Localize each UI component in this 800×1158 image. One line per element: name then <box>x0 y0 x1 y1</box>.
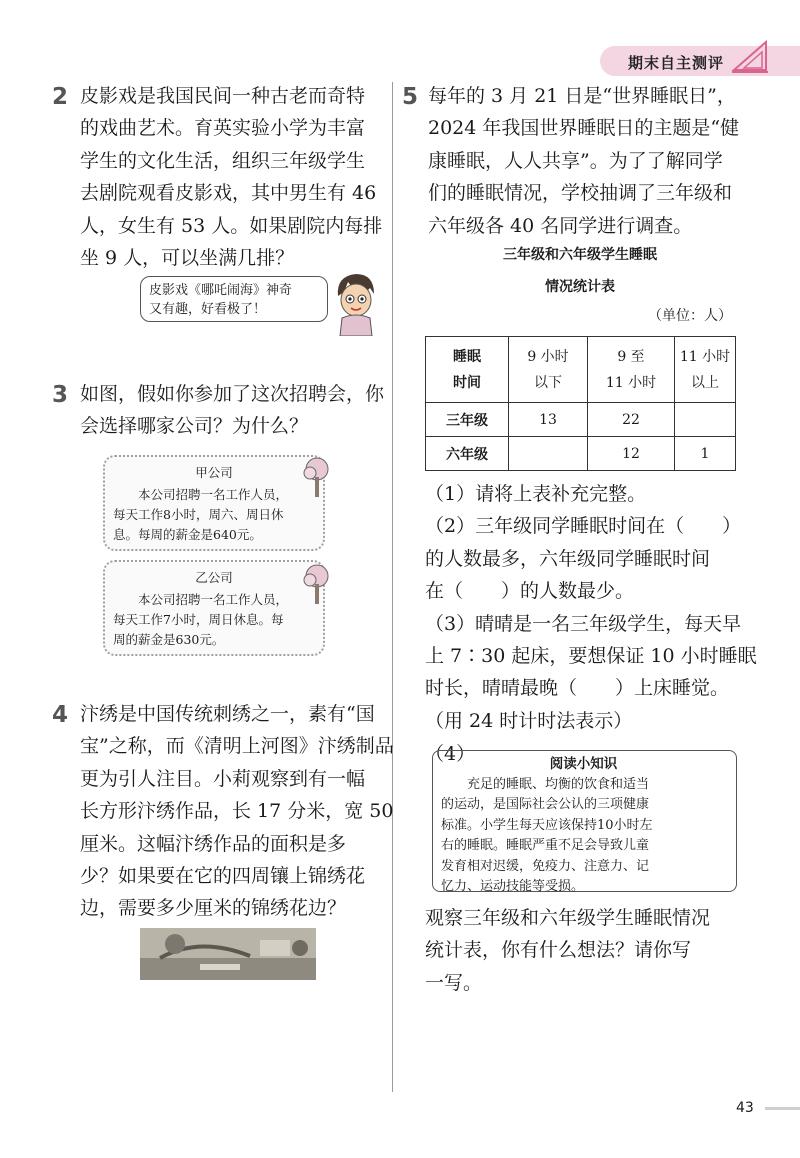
header-text: 睡眠 <box>453 348 481 365</box>
company-b-notice <box>103 560 325 656</box>
table-header-cell <box>509 337 588 403</box>
reading-knowledge-box <box>432 750 737 892</box>
company-a-notice <box>103 455 325 551</box>
question-5-number: 5 <box>402 84 419 110</box>
text-line: 每年的 3 月 21 日是“世界睡眠日”， <box>428 85 736 107</box>
text-line: 更为引人注目。小莉观察到有一幅 <box>80 767 366 790</box>
knowledge-line: 标准。小学生每天应该保持10小时左 <box>441 817 653 833</box>
text-line: （1）请将上表补充完整。 <box>425 483 647 505</box>
table-cell <box>509 437 588 471</box>
company-a-title: 甲公司 <box>195 465 233 480</box>
question-2-number: 2 <box>52 84 69 110</box>
table-title: 情况统计表 <box>545 279 615 295</box>
text-line: 在（ ）的人数最少。 <box>425 580 635 603</box>
header-text: 时间 <box>453 374 481 391</box>
speech-bubble <box>140 276 328 322</box>
text-line: 观察三年级和六年级学生睡眠情况 <box>425 907 711 929</box>
table-cell: 1 <box>675 437 736 471</box>
table-cell: 22 <box>588 403 675 437</box>
page-number: 43 <box>736 1100 754 1116</box>
question-2-text <box>80 80 382 274</box>
header-text: 11 小时 <box>679 348 731 365</box>
text-line: 长方形汴绣作品，长 17 分米，宽 50 <box>80 800 394 823</box>
text-line: 时长，晴晴最晚（ ）上床睡觉。 <box>425 677 730 700</box>
table-header-cell <box>426 337 509 403</box>
triangle-ruler-icon <box>730 40 770 74</box>
text-line: （用 24 时计时法表示） <box>425 709 633 732</box>
question-3-number: 3 <box>52 382 69 408</box>
company-b-title: 乙公司 <box>195 570 233 585</box>
header-text: 11 小时 <box>605 374 657 391</box>
text-line: 的人数最多，六年级同学睡眠时间 <box>425 547 711 570</box>
question-4-number: 4 <box>52 702 69 728</box>
knowledge-line: 发育相对迟缓，免疫力、注意力、记 <box>441 858 650 874</box>
page-number-bar <box>765 1107 800 1110</box>
text-line: 一写。 <box>425 971 483 994</box>
text-line: 少？如果要在它的四周镶上锦绣花 <box>80 864 366 887</box>
row-label: 三年级 <box>426 403 509 437</box>
table-row <box>426 437 736 471</box>
text-line: 2024 年我国世界睡眠日的主题是“健 <box>428 117 740 140</box>
text-line: 皮影戏是我国民间一种古老而奇特 <box>80 85 366 107</box>
knowledge-title: 阅读小知识 <box>549 756 618 772</box>
text-line: 汴绣是中国传统刺绣之一，素有“国 <box>80 703 375 725</box>
tree-icon <box>300 562 334 606</box>
text-line: 上 7∶30 起床，要想保证 10 小时睡眠 <box>425 644 757 667</box>
text-line: （3）晴晴是一名三年级学生，每天早 <box>425 612 742 635</box>
header-text: 以上 <box>691 374 719 391</box>
notice-line: 息。每周的薪金是640元。 <box>113 527 262 542</box>
table-row <box>426 403 736 437</box>
question-5-text <box>428 80 739 242</box>
knowledge-line: 右的睡眠。睡眠严重不足会导致儿童 <box>441 838 650 853</box>
table-cell: 12 <box>588 437 675 471</box>
notice-line: 周的薪金是630元。 <box>113 632 225 647</box>
knowledge-line: 充足的睡眠、均衡的饮食和适当 <box>441 776 650 792</box>
sleep-statistics-table <box>425 336 736 471</box>
table-header-cell <box>675 337 736 403</box>
text-line: 会选择哪家公司？为什么？ <box>80 415 309 438</box>
notice-line: 本公司招聘一名工作人员， <box>113 592 289 607</box>
header-text: 以下 <box>534 374 562 391</box>
column-divider <box>392 82 393 1092</box>
notice-line: 每天工作8小时，周六、周日休 <box>113 507 284 522</box>
text-line: 去剧院观看皮影戏，其中男生有 46 <box>80 182 377 205</box>
text-line: 的戏曲艺术。育英实验小学为丰富 <box>80 117 366 140</box>
header-text: 9 小时 <box>527 348 569 365</box>
text-line: 康睡眠，人人共享”。为了了解同学 <box>428 149 723 172</box>
notice-line: 本公司招聘一名工作人员， <box>113 487 289 502</box>
text-line: 人，女生有 53 人。如果剧院内每排 <box>80 214 383 237</box>
table-header-cell <box>588 337 675 403</box>
table-unit: （单位：人） <box>648 308 732 324</box>
question-3-text <box>80 378 384 443</box>
question-4-text <box>80 698 394 925</box>
text-line: 边，需要多少厘米的锦绣花边？ <box>80 897 347 920</box>
boy-illustration <box>330 270 380 336</box>
header-title: 期末自主测评 <box>628 54 725 72</box>
row-label: 六年级 <box>426 437 509 471</box>
question-5-subquestions <box>425 478 757 737</box>
text-line: 们的睡眠情况，学校抽调了三年级和 <box>428 182 733 205</box>
question-5-final-text <box>425 902 710 999</box>
notice-line: 每天工作7小时，周日休息。每 <box>113 612 284 627</box>
text-line: 统计表，你有什么想法？请你写 <box>425 939 692 962</box>
embroidery-painting-image <box>140 928 316 980</box>
bubble-line: 皮影戏《哪吒闹海》神奇 <box>149 283 293 298</box>
text-line: （2）三年级同学睡眠时间在（ ） <box>425 515 742 538</box>
tree-icon <box>300 455 334 499</box>
sub-question-4-label: （4） <box>425 743 476 765</box>
table-title: 三年级和六年级学生睡眠 <box>503 247 657 263</box>
text-line: 六年级各 40 名同学进行调查。 <box>428 214 693 237</box>
header-text: 9 至 <box>617 348 645 365</box>
text-line: 坐 9 人，可以坐满几排？ <box>80 246 295 269</box>
table-cell: 13 <box>509 403 588 437</box>
knowledge-line: 忆力、运动技能等受损。 <box>441 879 585 894</box>
text-line: 学生的文化生活，组织三年级学生 <box>80 149 366 172</box>
text-line: 如图，假如你参加了这次招聘会，你 <box>80 383 385 405</box>
knowledge-line: 的运动，是国际社会公认的三项健康 <box>441 797 650 812</box>
text-line: 宝”之称，而《清明上河图》汴绣制品 <box>80 735 394 758</box>
text-line: 厘米。这幅汴绣作品的面积是多 <box>80 832 347 855</box>
table-cell <box>675 403 736 437</box>
bubble-line: 又有趣，好看极了！ <box>149 302 267 317</box>
